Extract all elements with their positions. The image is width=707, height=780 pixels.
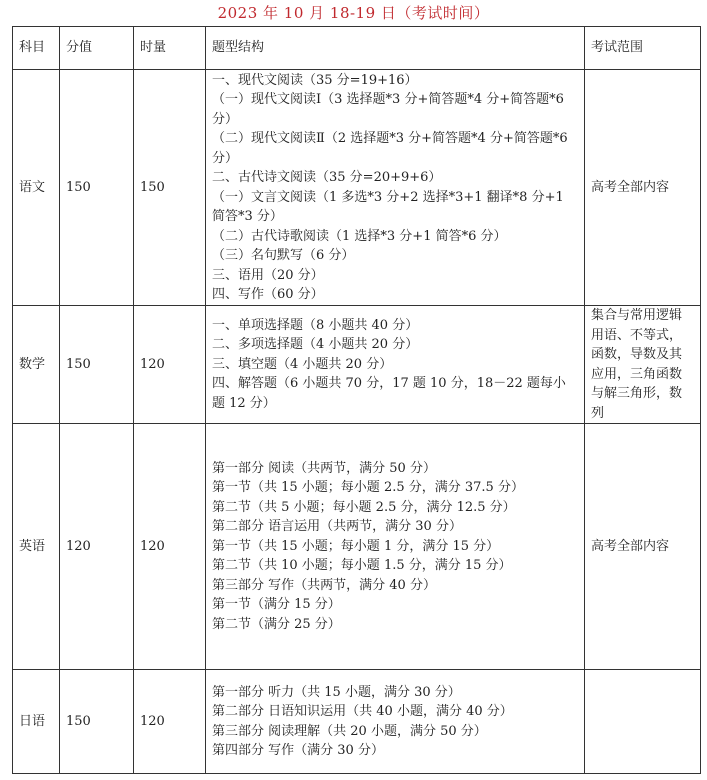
table-row — [13, 70, 701, 306]
structure-cell — [206, 670, 585, 774]
structure-line: 第二节（满分 25 分） — [212, 616, 341, 632]
structure-line: 第一节（共 15 小题；每小题 1 分，满分 15 分） — [212, 538, 500, 554]
structure-line: 二、古代诗文阅读（35 分=20+9+6） — [212, 170, 442, 185]
structure-line: 第一节（共 15 小题；每小题 2.5 分，满分 37.5 分） — [212, 480, 524, 496]
structure-line: （一）文言文阅读（1 多选*3 分+2 选择*3+1 翻译*8 分+1 简答*3 分） — [212, 189, 564, 224]
subject-cell: 语文 — [13, 70, 60, 306]
score-cell: 150 — [60, 670, 134, 774]
time-cell: 120 — [134, 670, 206, 774]
structure-line: 第一节（满分 15 分） — [212, 597, 341, 613]
header-range: 考试范围 — [585, 27, 701, 70]
structure-line: 第二部分 日语知识运用（共 40 小题，满分 40 分） — [212, 704, 513, 719]
structure-line: 三、语用（20 分） — [212, 267, 324, 283]
subject-cell: 日语 — [13, 670, 60, 774]
time-cell: 120 — [134, 424, 206, 670]
structure-line: 第三部分 写作（共两节，满分 40 分） — [212, 577, 436, 593]
range-cell — [585, 70, 701, 306]
structure-line: 四、解答题（6 小题共 70 分，17 题 10 分，18－22 题每小题 12 分） — [212, 376, 566, 411]
header-score: 分值 — [60, 27, 134, 70]
structure-line: （一）现代文阅读Ⅰ（3 选择题*3 分+简答题*4 分+简答题*6 分） — [212, 92, 564, 127]
structure-line: （三）名句默写（6 分） — [212, 248, 355, 263]
structure-cell — [206, 70, 585, 306]
time-cell: 150 — [134, 70, 206, 306]
structure-line: 二、多项选择题（4 小题共 20 分） — [212, 337, 419, 353]
table-row — [13, 424, 701, 670]
time-cell: 120 — [134, 306, 206, 424]
range-cell — [585, 424, 701, 670]
subject-cell: 数学 — [13, 306, 60, 424]
subject-cell: 英语 — [13, 424, 60, 670]
document-title: 2023 年 10 月 18-19 日（考试时间） — [217, 4, 490, 22]
header-time: 时量 — [134, 27, 206, 70]
structure-line: 四、写作（60 分） — [212, 287, 324, 302]
structure-line: 第一部分 阅读（共两节，满分 50 分） — [212, 460, 436, 476]
table-row — [13, 670, 701, 774]
structure-line: 第三部分 阅读理解（共 20 小题，满分 50 分） — [212, 723, 487, 739]
table-header-row — [13, 27, 701, 70]
structure-line: 三、填空题（4 小题共 20 分） — [212, 356, 393, 372]
structure-line: 第一部分 听力（共 15 小题，满分 30 分） — [212, 684, 461, 700]
structure-cell — [206, 306, 585, 424]
structure-line: 第四部分 写作（满分 30 分） — [212, 743, 384, 758]
score-cell: 150 — [60, 306, 134, 424]
structure-line: 第二部分 语言运用（共两节，满分 30 分） — [212, 519, 462, 535]
structure-line: 一、单项选择题（8 小题共 40 分） — [212, 317, 419, 333]
score-cell: 150 — [60, 70, 134, 306]
structure-line: 第二节（共 10 小题；每小题 1.5 分，满分 15 分） — [212, 558, 512, 574]
range-text: 高考全部内容 — [591, 538, 670, 554]
structure-line: 一、现代文阅读（35 分=19+16） — [212, 72, 418, 88]
range-text: 集合与常用逻辑用语、不等式，函数，导数及其应用，三角函数与解三角形，数列 — [591, 308, 683, 421]
structure-cell — [206, 424, 585, 670]
structure-line: （二）现代文阅读Ⅱ（2 选择题*3 分+简答题*4 分+简答题*6 分） — [212, 131, 568, 166]
exam-schedule-table — [12, 26, 701, 774]
structure-line: （二）古代诗歌阅读（1 选择*3 分+1 简答*6 分） — [212, 228, 507, 244]
header-structure: 题型结构 — [206, 27, 585, 70]
table-row — [13, 306, 701, 424]
range-cell — [585, 670, 701, 774]
score-cell: 120 — [60, 424, 134, 670]
range-text: 高考全部内容 — [591, 179, 670, 195]
header-subject: 科目 — [13, 27, 60, 70]
structure-line: 第二节（共 5 小题；每小题 2.5 分，满分 12.5 分） — [212, 499, 516, 515]
range-cell — [585, 306, 701, 424]
